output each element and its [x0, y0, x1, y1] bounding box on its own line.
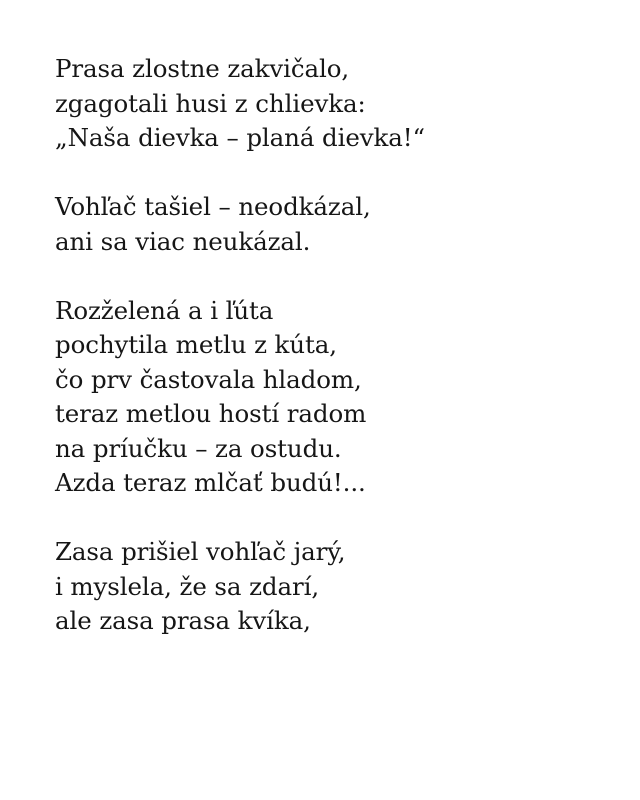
poem-line: ani sa viac neukázal. [55, 226, 311, 256]
poem-line: Rozželená a i ľúta [55, 295, 274, 325]
poem-line: čo prv častovala hladom, [55, 364, 362, 394]
poem-line: Vohľač tašiel – neodkázal, [55, 192, 371, 221]
poem-line: ale zasa prasa kvíka, [55, 606, 311, 635]
poem-line: i myslela, že sa zdarí, [55, 571, 320, 601]
poem-line: Azda teraz mlčať budú!... [55, 468, 366, 497]
stanza-1 [55, 52, 615, 156]
stanza-3 [55, 294, 615, 501]
poem-line: na príučku – za ostudu. [55, 433, 342, 463]
poem-line: „Naša dievka – planá dievka!“ [55, 123, 425, 152]
poem-line: Zasa prišiel vohľač jarý, [55, 537, 346, 566]
poem-line: pochytila metlu z kúta, [55, 330, 337, 359]
stanza-4 [55, 535, 615, 639]
poem-text [55, 52, 615, 639]
poem-line: zgagotali husi z chlievka: [55, 88, 366, 118]
poem-line: Prasa zlostne zakvičalo, [55, 54, 350, 83]
stanza-2 [55, 190, 615, 259]
poem-line: teraz metlou hostí radom [55, 399, 367, 428]
